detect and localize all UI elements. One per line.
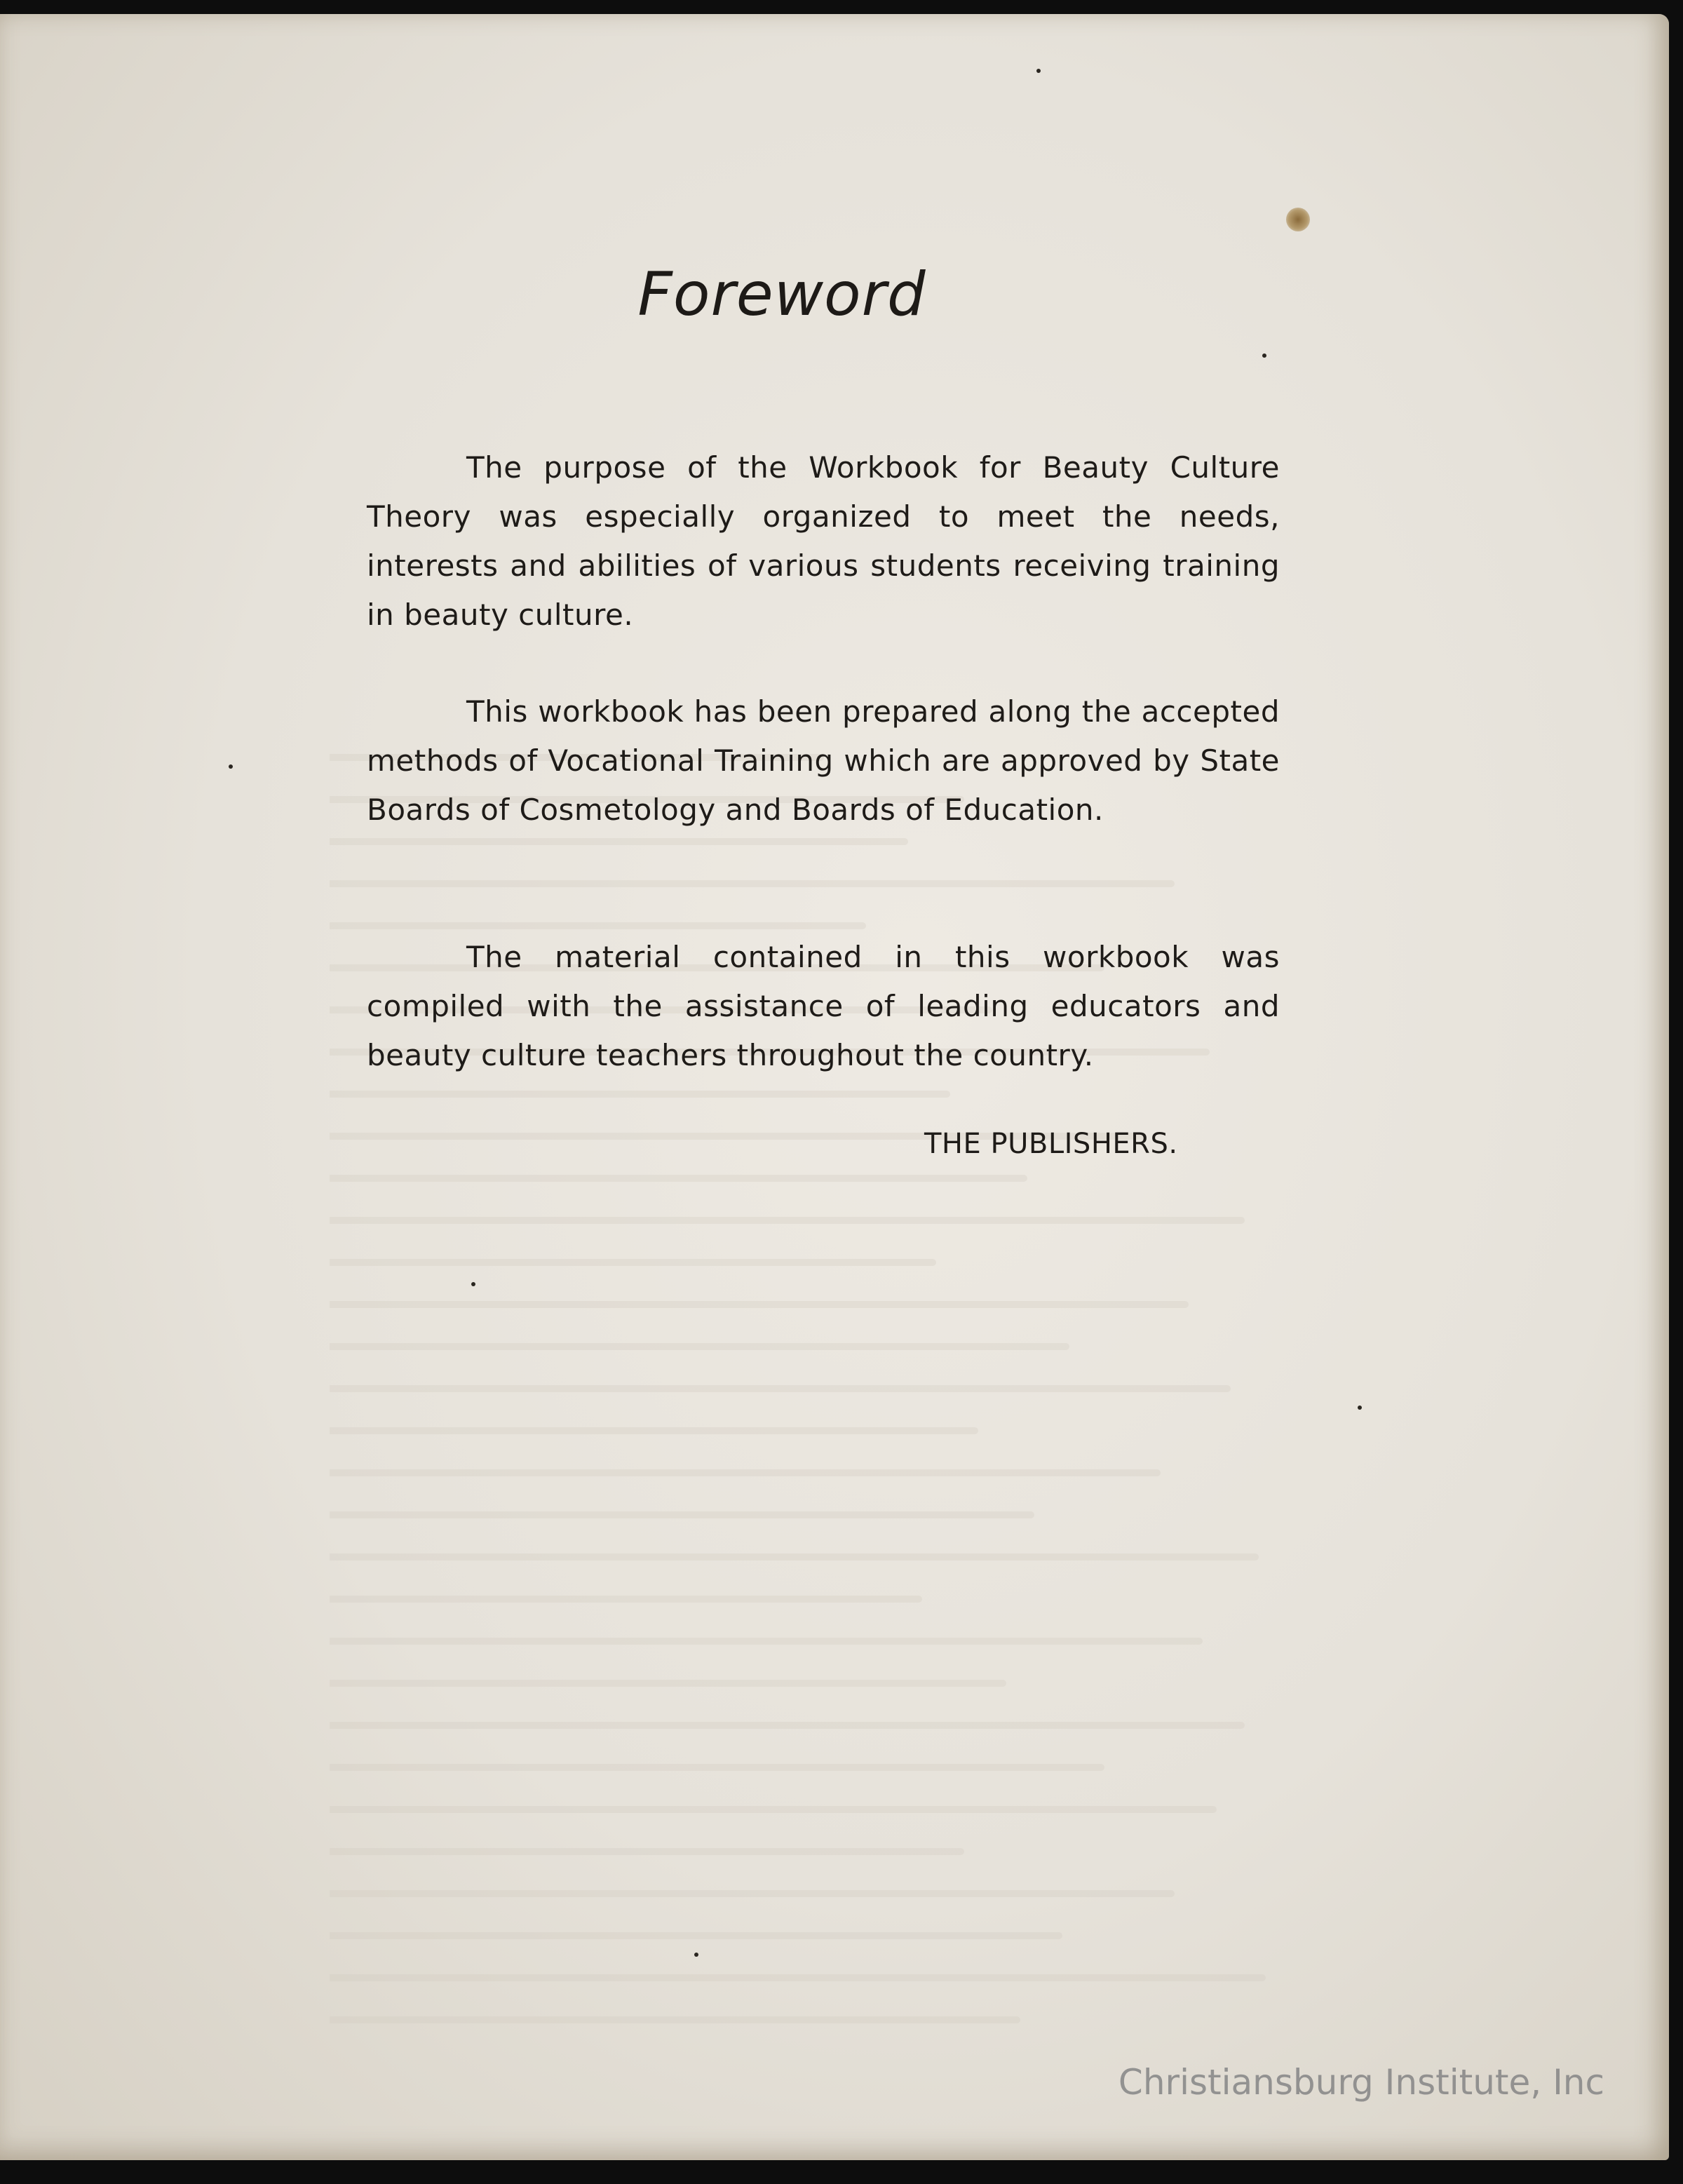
paragraph-methods: This workbook has been prepared along the accepted methods of Vocational Training which are approved by State Boards of Cosmetology and Boards of Education. bbox=[367, 694, 1280, 827]
speck bbox=[1358, 1406, 1362, 1410]
speck bbox=[471, 1282, 475, 1286]
watermark: Christiansburg Institute, Inc bbox=[1118, 2062, 1604, 2103]
paper-stain bbox=[1286, 208, 1310, 231]
speck bbox=[694, 1953, 698, 1957]
page-title: Foreword bbox=[637, 259, 926, 330]
speck bbox=[1036, 69, 1041, 73]
paragraph-purpose: The purpose of the Workbook for Beauty Culture Theory was especially organized to meet the needs, interests and abilities of various students receiving training in beauty culture. bbox=[367, 450, 1280, 632]
speck bbox=[229, 764, 233, 769]
signature: THE PUBLISHERS. bbox=[924, 1128, 1178, 1160]
speck bbox=[1262, 353, 1266, 358]
paragraph-compilation: The material contained in this workbook was compiled with the assistance of leading educators and beauty culture teachers throughout the country. bbox=[367, 940, 1280, 1072]
document-page bbox=[0, 14, 1669, 2160]
